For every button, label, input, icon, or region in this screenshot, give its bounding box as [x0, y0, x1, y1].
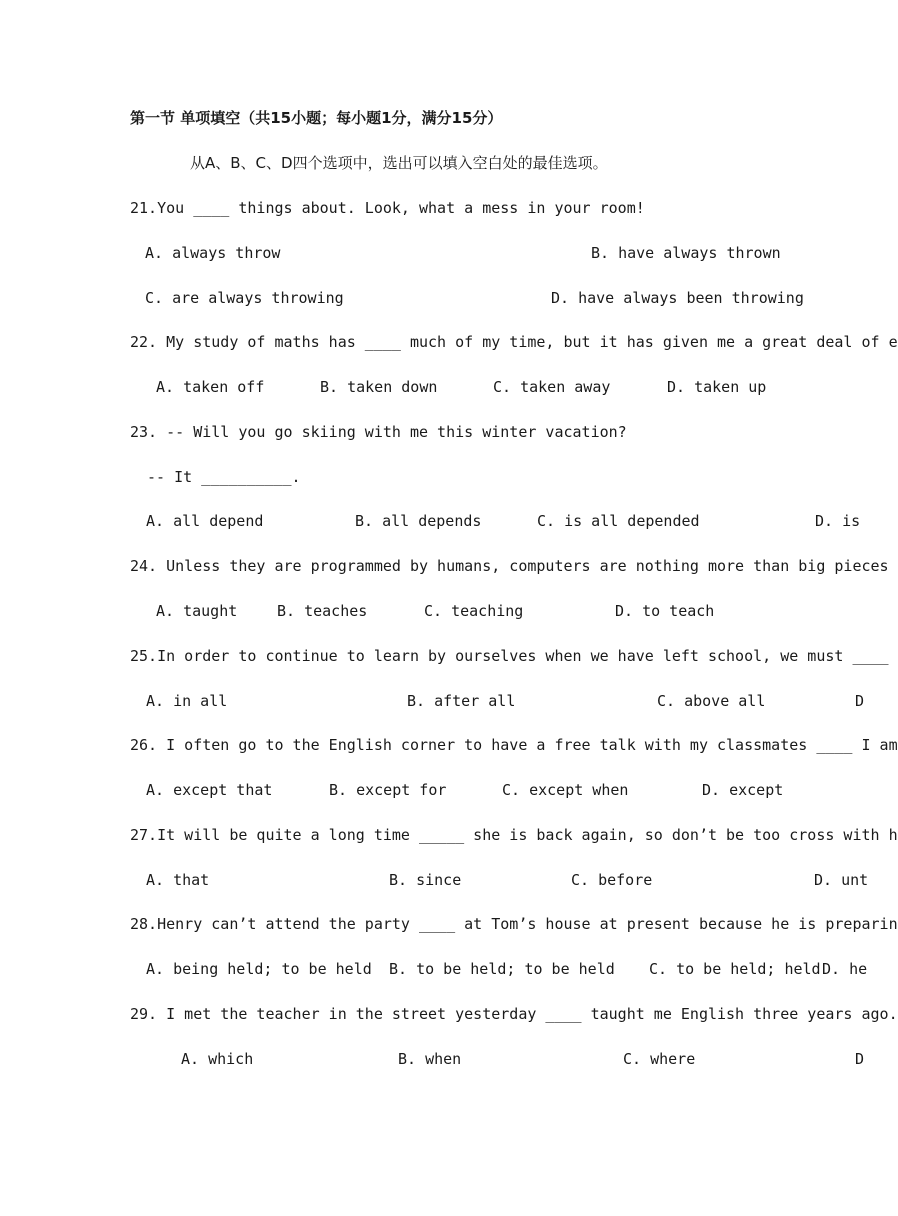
- option-d: D. to teach: [615, 602, 715, 620]
- option-d: D. except: [702, 781, 784, 799]
- option-c: C. where: [623, 1050, 696, 1068]
- option-d: D. have always been throwing: [551, 289, 804, 307]
- option-d: D: [855, 1050, 865, 1068]
- question-stem: 23. -- Will you go skiing with me this winter vacation?: [130, 423, 627, 441]
- option-a: A. always throw: [145, 244, 281, 262]
- option-c: C. teaching: [424, 602, 524, 620]
- question-stem: 29. I met the teacher in the street yesterday ____ taught me English three years ago.: [130, 1005, 898, 1023]
- option-b: B. when: [398, 1050, 462, 1068]
- option-d: D. he: [822, 960, 868, 978]
- option-d: D. is: [815, 512, 861, 530]
- option-c: C. except when: [502, 781, 629, 799]
- question-stem: 27.It will be quite a long time _____ she is back again, so don’t be too cross with h: [130, 826, 898, 844]
- option-b: B. teaches: [277, 602, 368, 620]
- option-b: B. all depends: [355, 512, 482, 530]
- option-a: A. except that: [146, 781, 273, 799]
- option-c: C. to be held; held: [649, 960, 821, 978]
- question-stem: 22. My study of maths has ____ much of my time, but it has given me a great deal of e: [130, 333, 898, 351]
- option-a: A. taught: [156, 602, 238, 620]
- option-a: A. that: [146, 871, 210, 889]
- option-c: C. is all depended: [537, 512, 700, 530]
- option-a: A. in all: [146, 692, 228, 710]
- option-d: D. taken up: [667, 378, 767, 396]
- question-stem: 26. I often go to the English corner to have a free talk with my classmates ____ I am: [130, 736, 898, 754]
- option-c: C. before: [571, 871, 653, 889]
- option-b: B. except for: [329, 781, 447, 799]
- option-b: B. after all: [407, 692, 516, 710]
- section-heading: 第一节 单项填空（共15小题；每小题1分，满分15分）: [130, 109, 503, 127]
- option-c: C. are always throwing: [145, 289, 344, 307]
- option-a: A. all depend: [146, 512, 264, 530]
- option-c: C. above all: [657, 692, 766, 710]
- option-a: A. taken off: [156, 378, 265, 396]
- option-b: B. since: [389, 871, 462, 889]
- option-b: B. taken down: [320, 378, 438, 396]
- option-d: D: [855, 692, 865, 710]
- option-c: C. taken away: [493, 378, 611, 396]
- question-stem: 28.Henry can’t attend the party ____ at Tom’s house at present because he is preparin: [130, 915, 898, 933]
- option-a: A. being held; to be held: [146, 960, 372, 978]
- option-d: D. unt: [814, 871, 869, 889]
- question-stem: 24. Unless they are programmed by humans, computers are nothing more than big pieces: [130, 557, 889, 575]
- option-a: A. which: [181, 1050, 254, 1068]
- question-stem: 21.You ____ things about. Look, what a mess in your room!: [130, 199, 645, 217]
- option-b: B. to be held; to be held: [389, 960, 615, 978]
- option-b: B. have always thrown: [591, 244, 781, 262]
- question-stem: 25.In order to continue to learn by ourselves when we have left school, we must ____: [130, 647, 889, 665]
- section-instruction: 从A、B、C、D四个选项中，选出可以填入空白处的最佳选项。: [190, 154, 608, 172]
- question-stem-reply: -- It __________.: [147, 468, 301, 486]
